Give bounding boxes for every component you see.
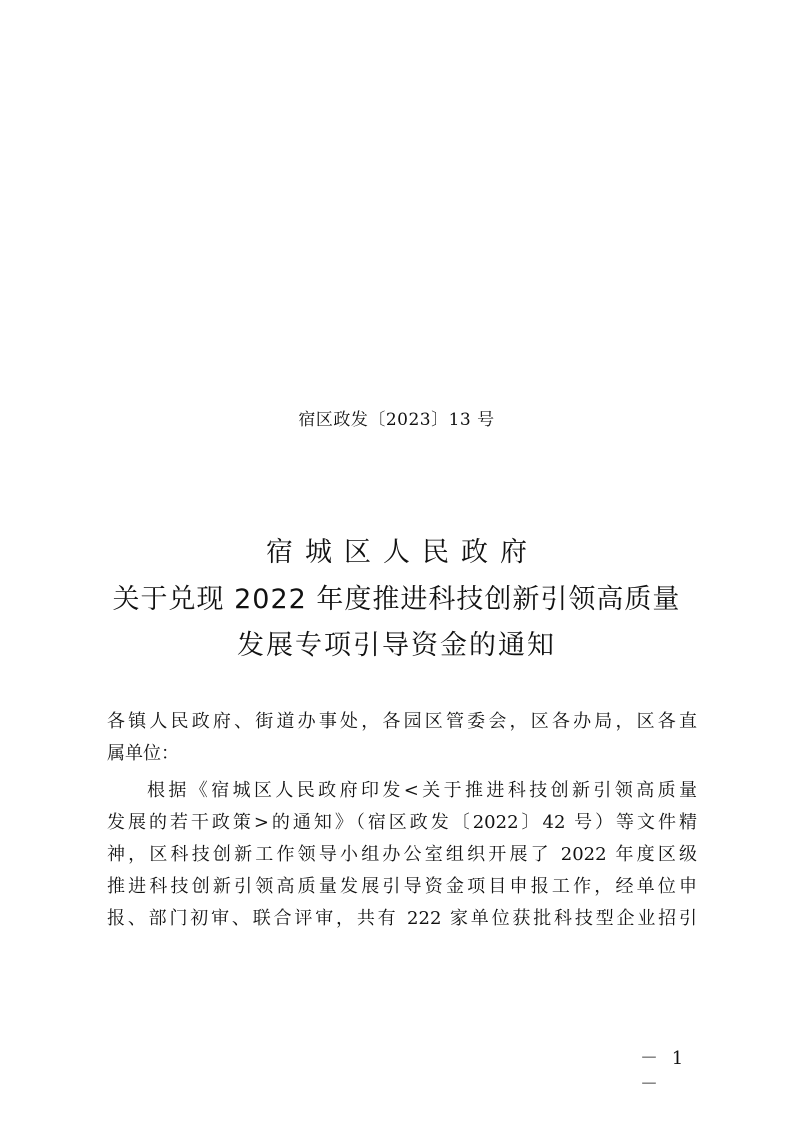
addressee-line-2: 属单位： bbox=[107, 743, 179, 764]
title-line-2: 关于兑现 2022 年度推进科技创新引领高质量 bbox=[112, 584, 681, 615]
body-line-5: 报、部门初审、联合评审，共有 222 家单位获批科技型企业招引 bbox=[107, 908, 697, 929]
body-line-3: 神，区科技创新工作领导小组办公室组织开展了 2022 年度区级 bbox=[107, 844, 697, 865]
page-number: － 1 － bbox=[640, 1048, 688, 1095]
addressee-line-1: 各镇人民政府、街道办事处，各园区管委会，区各办局，区各直 bbox=[107, 711, 697, 732]
title-line-3: 发展专项引导资金的通知 bbox=[237, 630, 556, 661]
addressee bbox=[107, 706, 697, 770]
body-paragraph bbox=[107, 775, 697, 935]
body-line-4: 推进科技创新引领高质量发展引导资金项目申报工作，经单位申 bbox=[107, 876, 697, 897]
body-line-1: 根据《宿城区人民政府印发<关于推进科技创新引领高质量 bbox=[147, 780, 697, 801]
document-number: 宿区政发〔2023〕13 号 bbox=[298, 410, 495, 430]
body-line-2: 发展的若干政策>的通知》（宿区政发〔2022〕42 号）等文件精 bbox=[107, 812, 697, 833]
title-line-1: 宿城区人民政府 bbox=[266, 537, 539, 568]
